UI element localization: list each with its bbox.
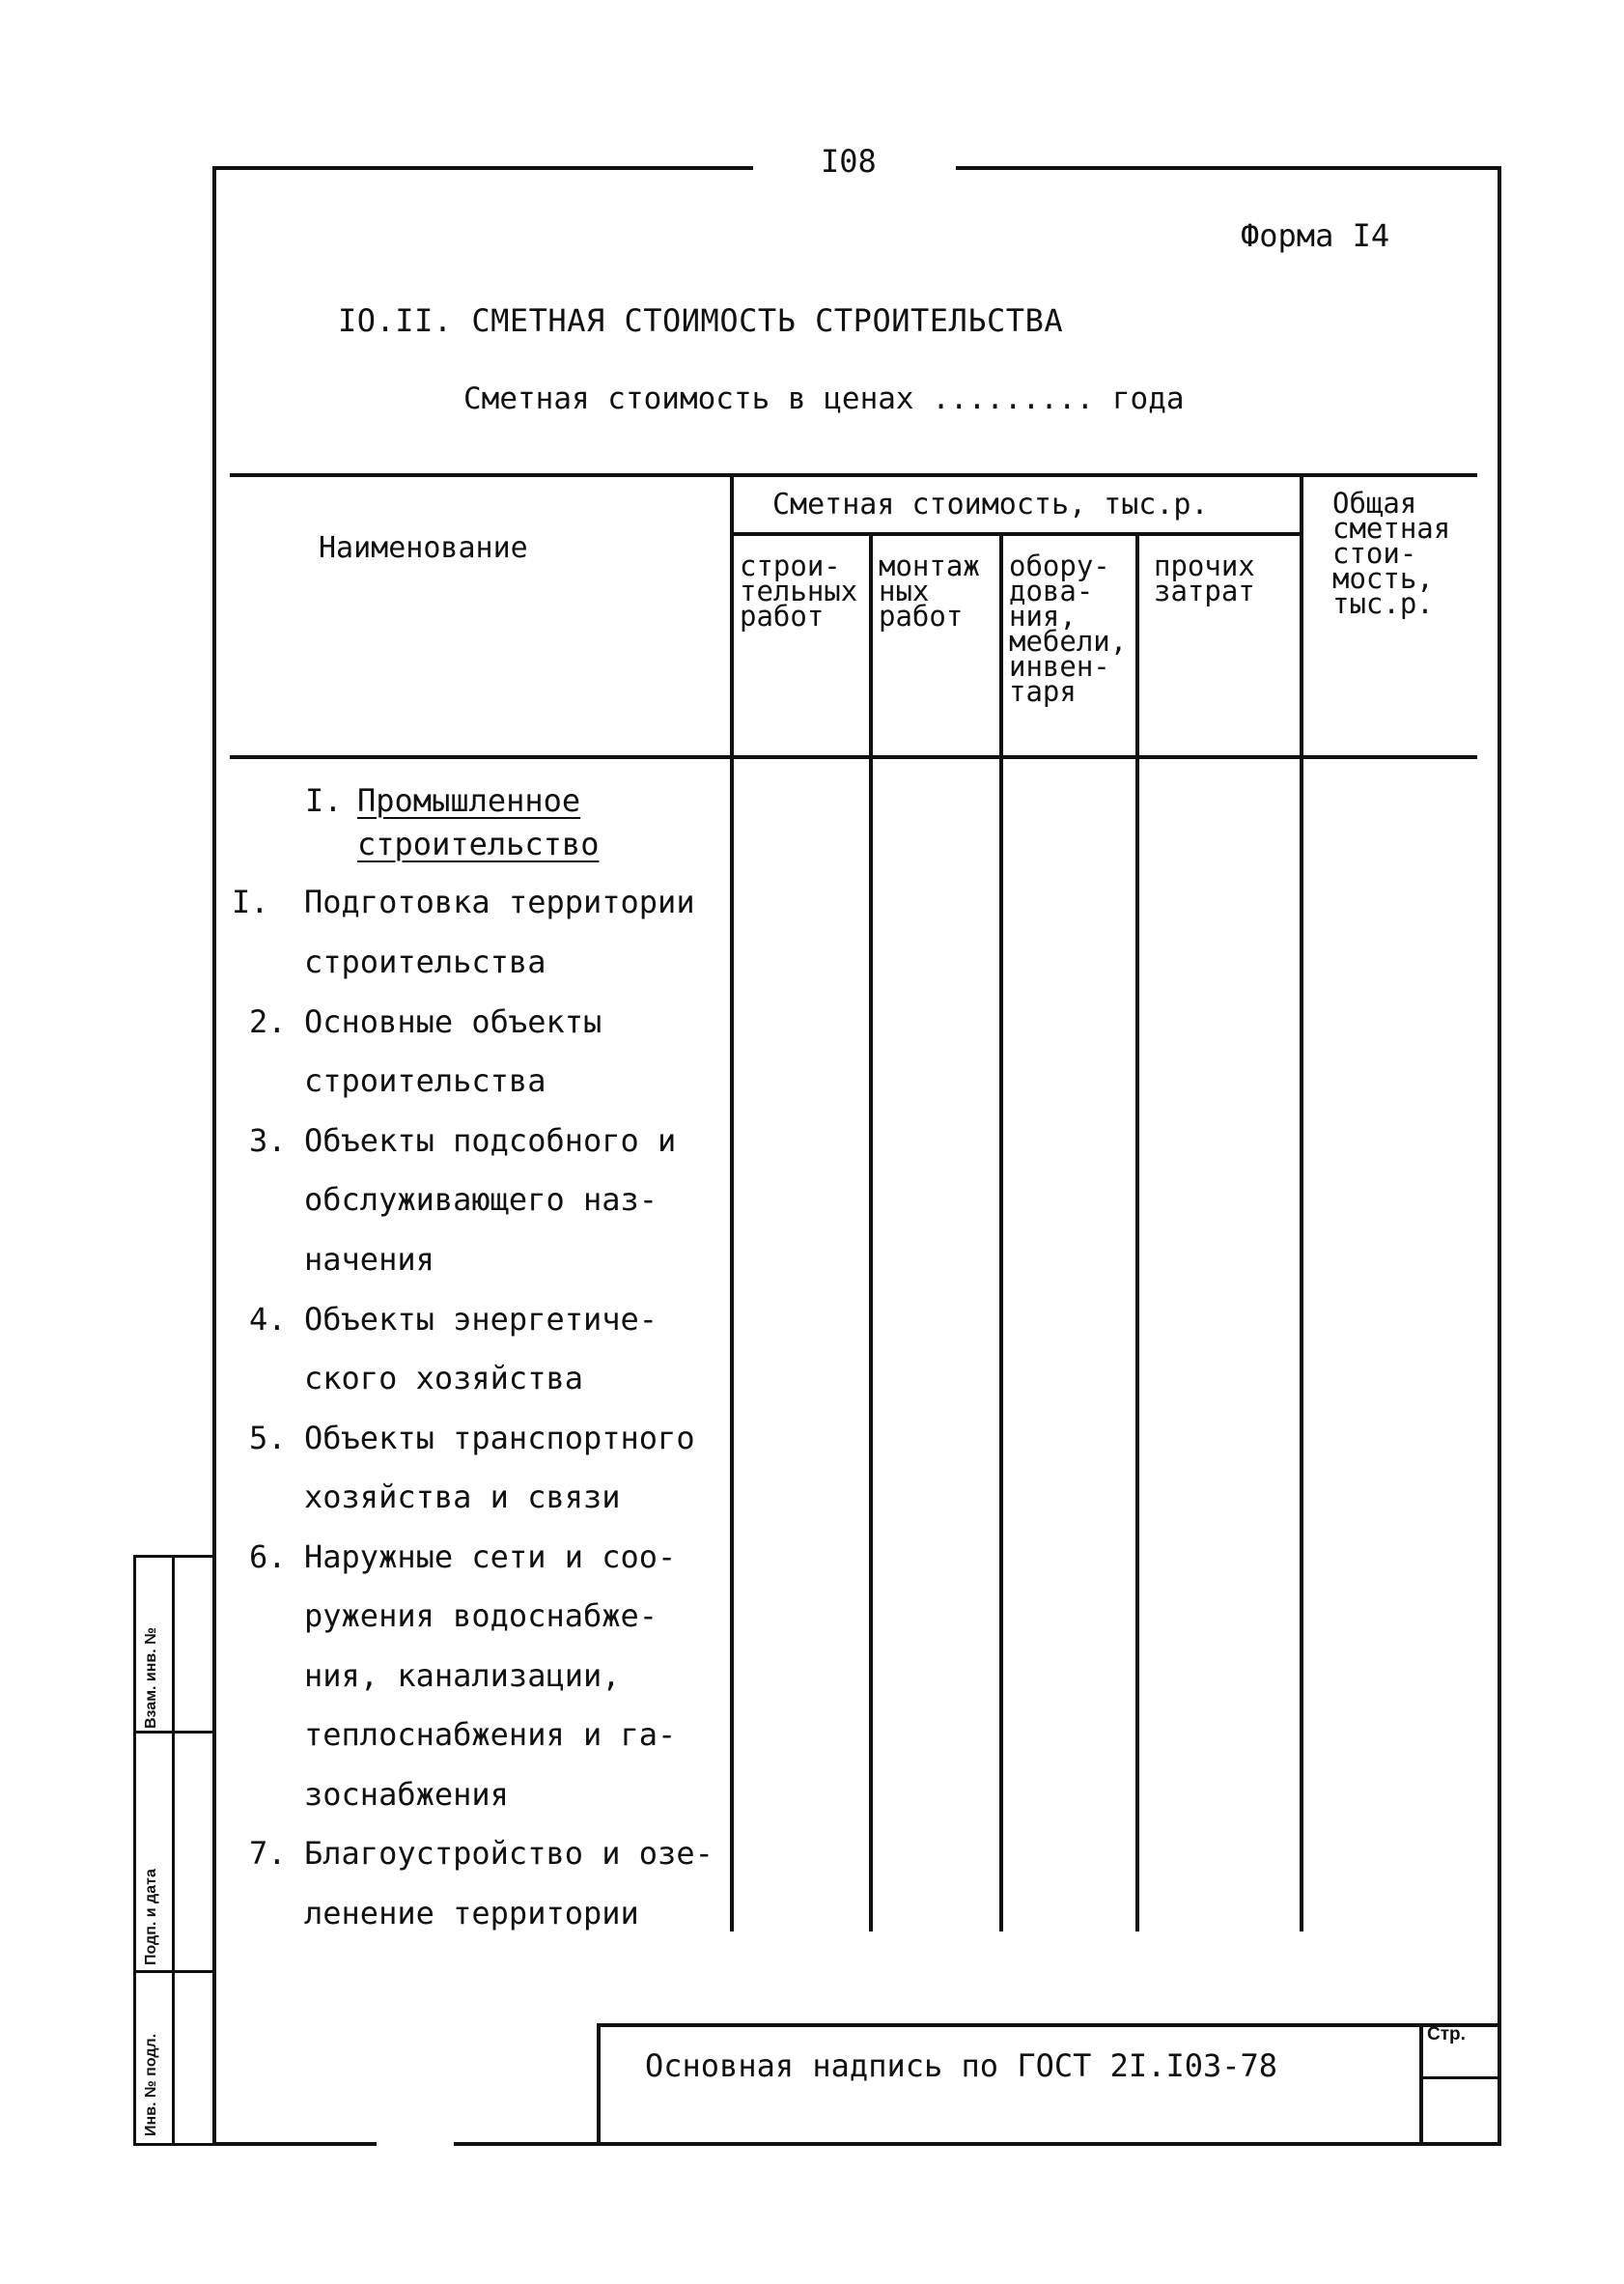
section-title: IO.II. СМЕТНАЯ СТОИМОСТЬ СТРОИТЕЛЬСТВА: [338, 302, 1064, 339]
row-number: I.: [232, 884, 269, 920]
other-costs-header: прочих затрат: [1154, 550, 1255, 607]
row-text-line: ружения водоснабже-: [304, 1597, 658, 1634]
row-text-line: строительства: [304, 944, 546, 980]
title-block-text: Основная надпись по ГОСТ 2I.I03-78: [645, 2047, 1278, 2084]
section-number: I.: [305, 782, 343, 819]
row-number: 7.: [249, 1835, 287, 1872]
equipment-header: обору- дова- ния, мебели, инвен- таря: [1009, 550, 1128, 708]
row-text-line: ленение территории: [304, 1895, 639, 1932]
estimate-column-header: Сметная стоимость, тыс.р.: [772, 488, 1209, 522]
row-number: 2.: [249, 1003, 287, 1040]
section-heading-line1: Промышленное: [357, 782, 581, 819]
row-text-line: Объекты подсобного и: [304, 1122, 677, 1159]
stamp-inv-orig-label: Инв. № подл.: [143, 2033, 159, 2136]
stamp-sign-date-label: Подп. и дата: [143, 1869, 159, 1965]
row-text-line: начения: [304, 1241, 434, 1278]
section-heading-line2: строительство: [357, 826, 600, 862]
row-text-line: Подготовка территории: [304, 884, 695, 920]
row-number: 3.: [249, 1122, 287, 1159]
row-text-line: Объекты транспортного: [304, 1420, 695, 1456]
row-text-line: Объекты энергетиче-: [304, 1301, 658, 1338]
sheet-label: Стр.: [1427, 2024, 1466, 2044]
row-text-line: обслуживающего наз-: [304, 1181, 658, 1218]
row-text-line: Благоустройство и озе-: [304, 1835, 714, 1872]
stamp-swap-inv-label: Взам. инв. №: [143, 1627, 159, 1729]
row-number: 6.: [249, 1538, 287, 1575]
row-number: 4.: [249, 1301, 287, 1338]
row-text-line: ского хозяйства: [304, 1360, 583, 1396]
form-label: Форма I4: [1241, 217, 1390, 254]
installation-works-header: монтаж ных работ: [879, 550, 980, 633]
row-text-line: строительства: [304, 1062, 546, 1099]
row-text-line: зоснабжения: [304, 1776, 509, 1813]
row-text-line: ния, канализации,: [304, 1657, 621, 1694]
page-number: I08: [821, 143, 877, 180]
row-text-line: Основные объекты: [304, 1003, 602, 1040]
row-text-line: Наружные сети и соо-: [304, 1538, 677, 1575]
row-text-line: хозяйства и связи: [304, 1479, 621, 1515]
row-number: 5.: [249, 1420, 287, 1456]
construction-works-header: строи- тельных работ: [740, 550, 858, 633]
price-subtitle: Сметная стоимость в ценах ......... года: [463, 381, 1185, 416]
name-column-header: Наименование: [319, 531, 528, 565]
row-text-line: теплоснабжения и га-: [304, 1716, 677, 1753]
total-cost-header: Общая сметная стои- мость, тыс.р.: [1332, 487, 1451, 620]
